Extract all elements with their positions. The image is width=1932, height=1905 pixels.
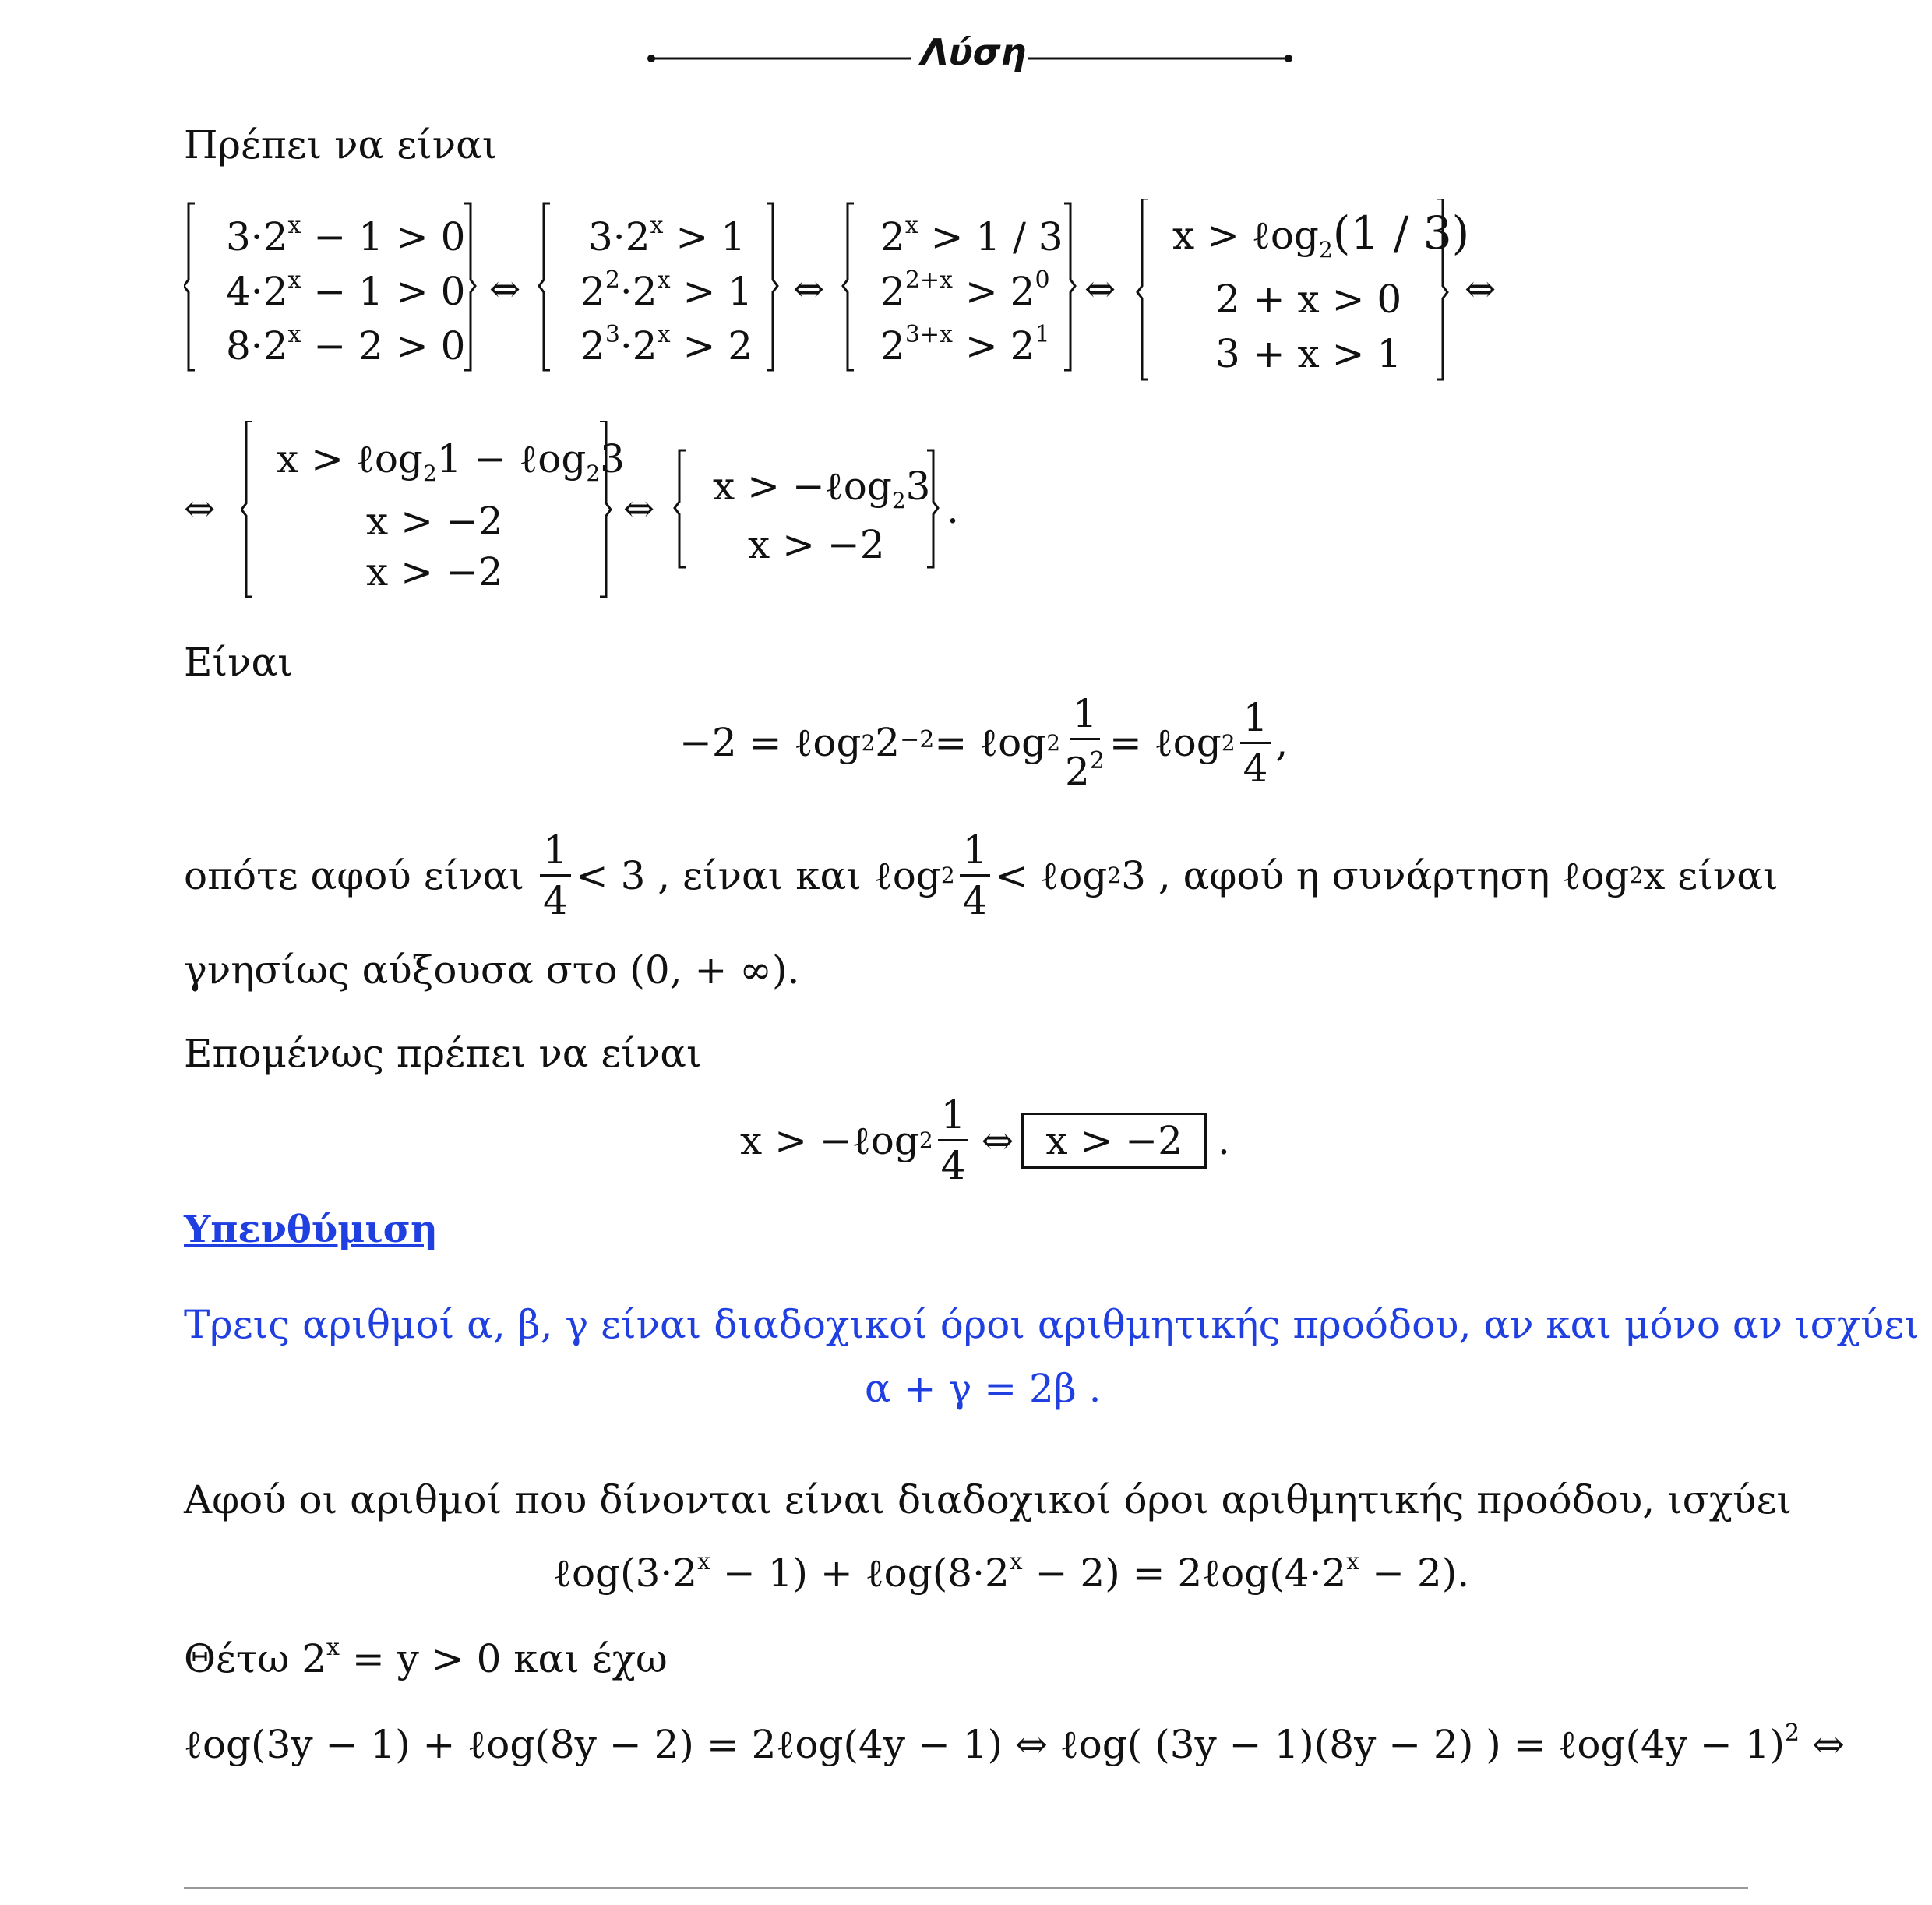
boxed-answer: x > −2 (1021, 1113, 1207, 1169)
paragraph-it-is: Είναι (184, 640, 293, 685)
equation-log-progression: $\ell og(3\cdot 2^x - 1)$ + $\ell og(8\cdot 2^x - 2)$ = $2\ell og(4\cdot 2^x - 2)$. (553, 1548, 1470, 1596)
period: . (947, 487, 959, 532)
reminder-title: Υπενθύμιση (184, 1208, 438, 1251)
reminder-line-1: Τρεις αριθμοί α, β, γ είναι διαδοχικοί όροι αριθμητικής προόδου, αν και μόνο αν ισχύει (184, 1302, 1920, 1347)
equiv-arrow: ⇔ (184, 487, 216, 531)
footer-rule (184, 1887, 1748, 1889)
paragraph-substitution: Θέτω $2^x = y > 0$ και έχω (184, 1634, 668, 1681)
equiv-arrow: ⇔ (489, 267, 521, 311)
paragraph-since-quarter: οπότε αφού είναι $\frac{1}{4}$ < 3 , είναι και ℓog 2 $\frac{1}{4}$ < ℓog 2 3 , αφού η συνάρτηση ℓog 2 x είναι (184, 827, 1779, 923)
paragraph-therefore: Επομένως πρέπει να είναι (184, 1031, 702, 1076)
equiv-arrow: ⇔ (793, 267, 825, 311)
header-right-rule (1028, 53, 1293, 64)
reminder-formula: α + γ = 2β . (865, 1366, 1102, 1411)
equation-log-y: ℓog(3y − 1) + ℓog(8y − 2) = 2ℓog(4y − 1) ⇔ ℓog( (3y − 1)(8y − 2) ) = ℓog(4y − 1)$^2$ ⇔ (184, 1720, 1845, 1767)
equiv-arrow: ⇔ (1465, 267, 1497, 311)
equiv-arrow: ⇔ (623, 487, 655, 531)
paragraph-since-numbers: Αφού οι αριθμοί που δίνονται είναι διαδοχικοί όροι αριθμητικής προόδου, ισχύει (184, 1477, 1793, 1522)
equation-result: x > −ℓog 2 $\frac{1}{4}$ ⇔ x > −2 . (740, 1092, 1230, 1188)
equation-log-minus-two: −2 = ℓog 2 2 −2 = ℓog 2 $\frac{1}{2^2}$ = ℓog 2 $\frac{1}{4}$ , (679, 691, 1289, 795)
equiv-arrow: ⇔ (1084, 267, 1116, 311)
paragraph-increasing: γνησίως αύξουσα στο (0, + ∞). (184, 947, 800, 993)
paragraph-must-be: Πρέπει να είναι (184, 122, 498, 168)
header-left-rule (647, 53, 911, 64)
header-title: Λύση (921, 31, 1027, 73)
